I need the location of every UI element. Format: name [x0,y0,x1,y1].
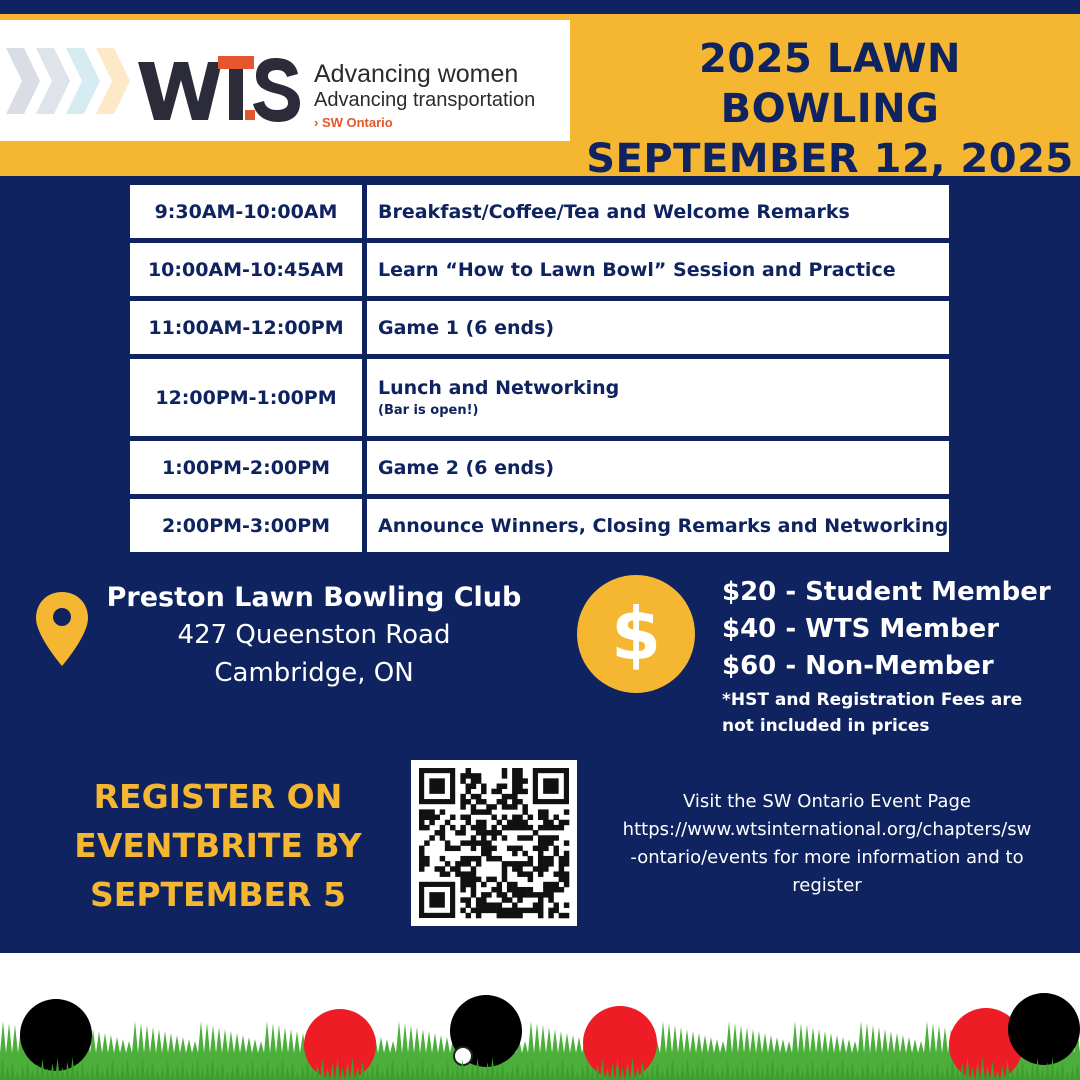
schedule-time: 12:00PM-1:00PM [130,359,362,436]
schedule-row [130,243,950,296]
price-fine-print [722,687,1051,739]
tagline-advancing-transportation: Advancing transportation [314,89,536,111]
chapter-label: › SW Ontario [314,115,393,130]
visit-info [598,788,1056,900]
visit-line-1: Visit the SW Ontario Event Page [683,791,971,812]
activity-text: Breakfast/Coffee/Tea and Welcome Remarks [378,200,850,223]
map-pin-icon [36,592,88,666]
event-title-line-1: 2025 LAWN BOWLING [699,36,961,132]
top-strip [0,0,1080,14]
schedule-time: 1:00PM-2:00PM [130,441,362,494]
price-student: $20 - Student Member [722,577,1051,607]
pricing-block [722,574,1051,739]
tagline-advancing-women: Advancing women [314,60,519,88]
qr-code-icon [411,760,577,926]
price-wts-member: $40 - WTS Member [722,614,1000,644]
venue-name: Preston Lawn Bowling Club [106,582,522,613]
dollar-icon: $ [577,575,695,693]
activity-text: Learn “How to Lawn Bowl” Session and Practice [378,258,896,281]
schedule-activity [367,301,949,354]
venue-street: 427 Queenston Road [177,620,451,650]
schedule-row [130,185,950,238]
schedule-row [130,301,950,354]
visit-url-line-1[interactable]: https://www.wtsinternational.org/chapters/sw [622,819,1032,840]
schedule-activity [367,185,949,238]
schedule-row [130,441,950,494]
schedule-row [130,499,950,552]
wts-wordmark-icon [138,50,303,130]
register-callout [58,772,378,919]
activity-text: Game 2 (6 ends) [378,456,555,479]
event-title [584,34,1076,184]
fine-print-line-1: *HST and Registration Fees are [722,690,1023,710]
schedule-activity [367,499,949,552]
register-line-1: REGISTER ON [93,777,343,816]
activity-text: Lunch and Networking [378,377,620,399]
lawn-bowls-graphic [0,953,1080,1080]
event-date: SEPTEMBER 12, 2025 [586,136,1074,182]
venue-block [100,580,528,692]
activity-text: Announce Winners, Closing Remarks and Networking [378,514,949,537]
lawn-bowl [1008,993,1080,1065]
lawn-bowl [304,1009,376,1080]
lawn-bowl [20,999,92,1071]
activity-text: Game 1 (6 ends) [378,316,555,339]
schedule-time: 11:00AM-12:00PM [130,301,362,354]
jack-ball [454,1047,472,1065]
register-deadline: SEPTEMBER 5 [90,875,346,914]
qr-code[interactable] [411,760,577,926]
schedule-time: 10:00AM-10:45AM [130,243,362,296]
chevron-arrows-icon [6,48,131,114]
visit-url-line-2: -ontario/events for more information and to [630,847,1024,868]
footer-lawn [0,953,1080,1080]
schedule-time: 9:30AM-10:00AM [130,185,362,238]
wts-logo [0,20,570,141]
schedule-activity [367,441,949,494]
activity-note: (Bar is open!) [378,403,479,418]
venue-city: Cambridge, ON [214,658,414,688]
schedule-activity [367,243,949,296]
register-line-2: EVENTBRITE BY [74,826,362,865]
schedule-table [130,185,950,557]
price-non-member: $60 - Non-Member [722,651,994,681]
schedule-row [130,359,950,436]
schedule-activity [367,359,949,436]
schedule-time: 2:00PM-3:00PM [130,499,362,552]
visit-line-4: register [792,875,862,896]
fine-print-line-2: not included in prices [722,716,930,736]
lawn-bowl [583,1006,657,1080]
